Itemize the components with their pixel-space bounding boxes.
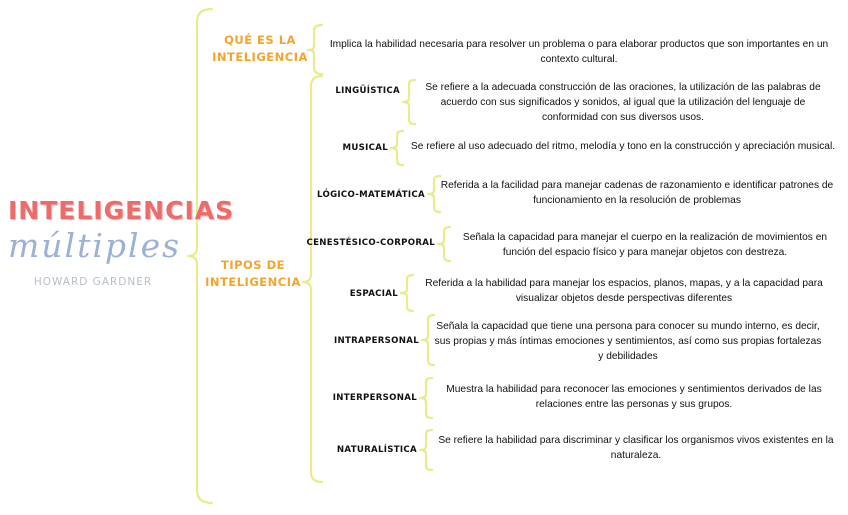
desc-logico-matematica: Referida a la facilidad para manejar cadenas de razonamiento e identificar patrones de funcionamiento en la resolución de problemas <box>440 180 834 206</box>
desc-cenestesico-corporal: Señala la capacidad para manejar el cuerpo en la realización de movimientos en función del espacio físico y para manejar objetos con destreza. <box>462 232 828 258</box>
term-linguistica: LINGÜÍSTICA <box>335 86 400 96</box>
definition-heading-line1: QUÉ ES LA <box>224 33 296 47</box>
term-cenestesico-corporal: CENESTÉSICO-CORPORAL <box>306 238 435 248</box>
desc-naturalistica: Se refiere la habilidad para discriminar y clasificar los organismos vivos existentes en la naturaleza. <box>438 435 834 461</box>
main-title: INTELIGENCIAS <box>8 196 235 225</box>
definition-text: Implica la habilidad necesaria para resolver un problema o para elaborar productos que son importantes en un contexto cultural. <box>329 39 829 65</box>
desc-linguistica: Se refiere a la adecuada construcción de las oraciones, la utilización de las palabras de acuerdo con sus significados y sonidos, al igual que la utilización del lenguaje de conformidad con sus diversos usos. <box>425 82 821 123</box>
types-heading <box>205 257 301 291</box>
definition-heading-line2: INTELIGENCIA <box>212 50 308 64</box>
definition-heading <box>212 32 308 66</box>
author-name: HOWARD GARDNER <box>33 276 153 288</box>
desc-interpersonal: Muestra la habilidad para reconocer las emociones y sentimientos derivados de las relaciones entre las personas y sus grupos. <box>446 384 822 410</box>
desc-espacial: Referida a la habilidad para manejar los espacios, planos, mapas, y a la capacidad para visualizar objetos desde perspectivas diferentes <box>425 278 823 304</box>
desc-musical: Se refiere al uso adecuado del ritmo, melodía y tono en la construcción y apreciación musical. <box>410 141 836 152</box>
types-heading-line2: INTELIGENCIA <box>205 275 301 289</box>
term-musical: MUSICAL <box>342 143 388 153</box>
term-naturalistica: NATURALÍSTICA <box>336 445 417 455</box>
subtitle-script: múltiples <box>8 226 182 265</box>
types-heading-line1: TIPOS DE <box>220 258 285 272</box>
term-espacial: ESPACIAL <box>349 289 398 299</box>
term-interpersonal: INTERPERSONAL <box>332 393 417 403</box>
term-logico-matematica: LÓGICO-MATEMÁTICA <box>317 190 425 200</box>
desc-intrapersonal: Señala la capacidad que tiene una persona para conocer su mundo interno, es decir, sus propias y más íntimas emociones y sentimientos, así como sus propias fortalezas y debilidades <box>434 321 822 362</box>
term-intrapersonal: INTRAPERSONAL <box>333 336 419 346</box>
